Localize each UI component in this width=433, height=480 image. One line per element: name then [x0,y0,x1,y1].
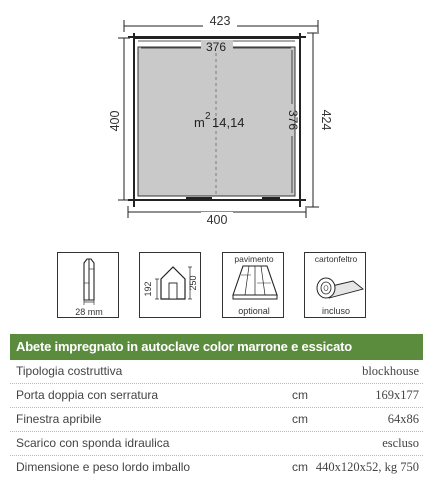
spec-row [10,456,423,479]
roof-title: cartonfeltro [314,254,358,264]
door-opening [186,197,212,201]
spec-unit: cm [292,460,308,474]
spec-value: escluso [382,436,419,450]
log-profile-icon [58,253,120,319]
window-opening [262,197,280,201]
specifications-title: Abete impregnato in autoclave color marrone e essicato [10,334,423,360]
spec-value: 64x86 [387,412,419,426]
wall-thickness-tile [57,252,119,318]
spec-unit: cm [292,388,308,402]
label-inner-width: 376 [205,40,227,54]
spec-label: Dimensione e peso lordo imballo [16,460,191,474]
roof-felt-tile [304,252,366,318]
label-left-depth: 400 [108,110,122,132]
label-overall-depth: 424 [319,109,333,131]
roof-note: incluso [321,306,351,316]
floor-title: pavimento [234,254,274,264]
heights-tile [139,252,201,318]
floor-tile [222,252,284,318]
side-height-label: 192 [143,281,153,297]
spec-label: Scarico con sponda idraulica [16,436,170,450]
dimension-left-depth [108,38,130,200]
spec-row [10,408,423,432]
house-elevation-icon [140,253,202,319]
spec-value: 440x120x52, kg 750 [315,460,419,474]
label-inner-depth: 376 [286,109,300,131]
spec-value: blockhouse [362,364,419,378]
spec-row [10,360,423,384]
felt-roll-icon [305,253,367,319]
floor-note: optional [238,306,270,316]
label-overall-width: 423 [209,14,231,28]
dimension-overall-width [124,14,318,32]
spec-row [10,432,423,456]
area-value: 14,14 [212,115,245,130]
dimension-footprint-width [128,206,306,227]
area-unit: m [194,115,205,130]
floor-boards-icon [223,253,285,319]
spec-unit: cm [292,412,308,426]
area-exponent: 2 [205,111,211,122]
label-footprint-width: 400 [206,213,228,227]
spec-label: Finestra apribile [16,412,102,426]
dimension-overall-depth [307,33,333,207]
spec-label: Tipologia costruttiva [16,364,123,378]
feature-icons [57,252,367,322]
ridge-height-label: 250 [188,275,198,291]
spec-value: 169x177 [375,388,419,402]
spec-label: Porta doppia con serratura [16,388,159,402]
spec-row [10,384,423,408]
wall-thickness-label: 28 mm [75,307,103,317]
specifications-table [10,334,423,479]
